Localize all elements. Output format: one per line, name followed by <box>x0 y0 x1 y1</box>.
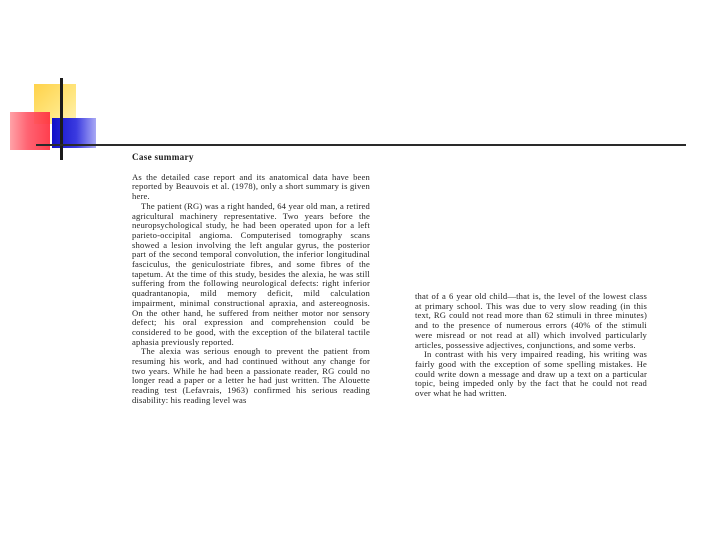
vertical-rule <box>60 78 63 160</box>
horizontal-rule <box>36 144 686 146</box>
text-column-left <box>132 153 370 406</box>
paragraph-reading-level: that of a 6 year old child—that is, the level of the lowest class at primary school. This was due to very slow reading (in this text, RG could not read more than 62 stimuli in three minutes) and to the presence of numerous errors (40% of the stimuli were misread or not read at all) which involved particularly articles, possessive adjectives, conjunctions, and some verbs. <box>415 291 647 350</box>
paragraph-intro: As the detailed case report and its anatomical data have been reported by Beauvois et al. (1978), only a short summary is given here. <box>132 171 370 202</box>
paragraph-patient: The patient (RG) was a right handed, 64 year old man, a retired agricultural machinery representative. Two years before the neuropsychological study, he had been operated upon for a left parieto-occipital angioma. Computerised tomography scans showed a lesion involving the left angular gyrus, the posterior part of the second temporal convolution, the inferior longitudinal fasciculus, the geniculostriate fibres, and some fibres of the tapetum. At the time of this study, besides the alexia, he was still suffering from the following neurological defects: right inferior quadrantanopia, mild memory deficit, mild calculation impairment, minimal constructional apraxia, and astereognosis. On the other hand, he suffered from neither motor nor sensory defect; his oral expression and comprehension could be considered to be good, with the exception of the bilateral tactile aphasia previously reported. <box>132 200 370 347</box>
text-column-right <box>415 292 647 399</box>
paragraph-alexia: The alexia was serious enough to prevent the patient from resuming his work, and had continued without any change for two years. While he had been a passionate reader, RG could no longer read a paper or a letter he had just written. The Alouette reading test (Lefavrais, 1963) confirmed his serious reading disability: his reading level was <box>132 346 370 405</box>
section-heading: Case summary <box>132 152 194 162</box>
paragraph-writing: In contrast with his very impaired reading, his writing was fairly good with the exception of some spelling mistakes. He could write down a message and draw up a text on a particular topic, being impeded only by the fact that he could not read over what he had written. <box>415 349 647 399</box>
